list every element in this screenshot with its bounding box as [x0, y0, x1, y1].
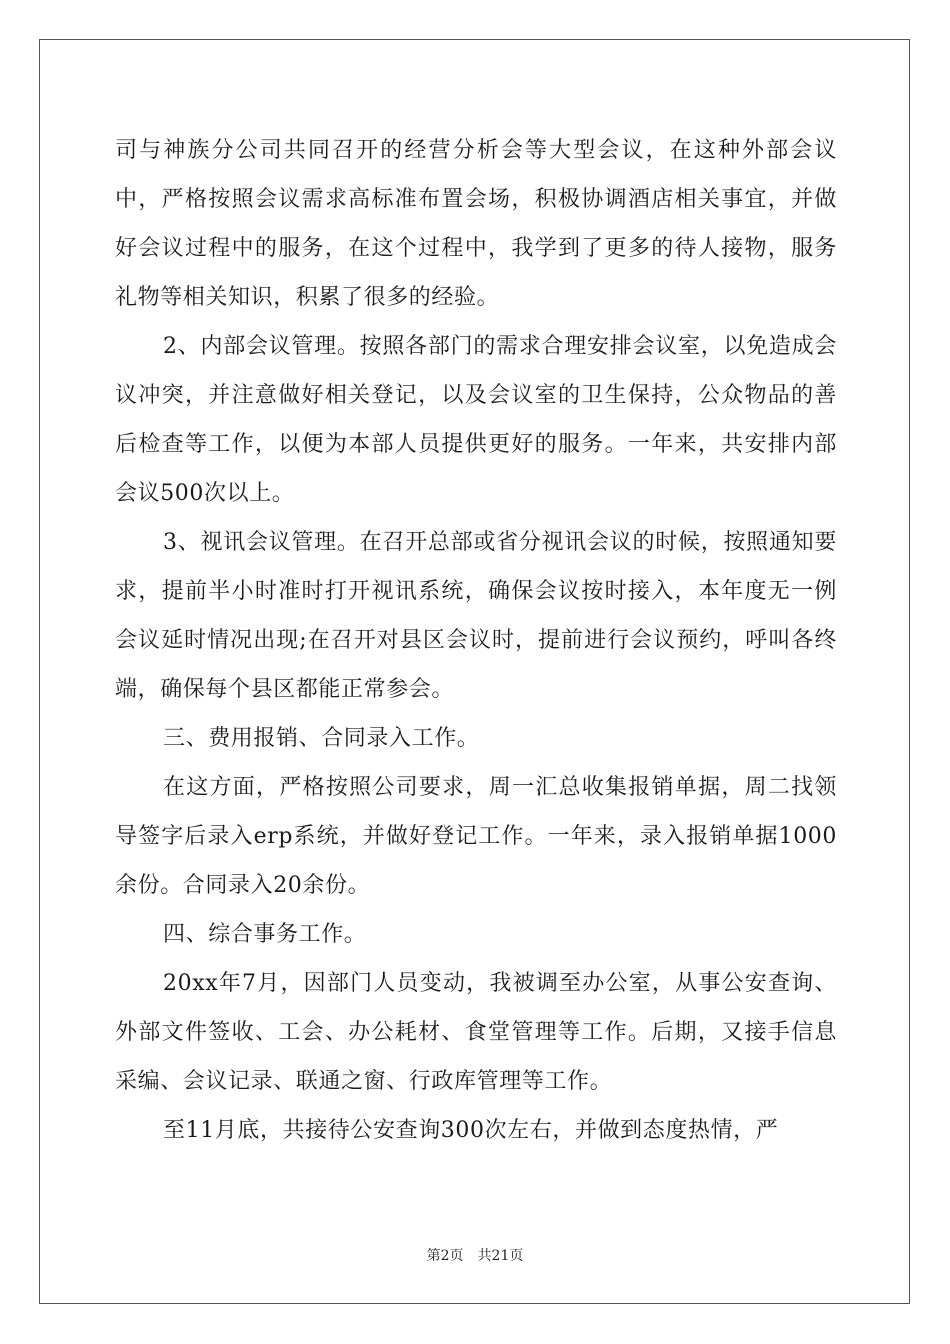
- section-heading-expenses: 三、费用报销、合同录入工作。: [163, 726, 480, 751]
- paragraph-8: 至11月底，共接待公安查询300次左右，并做到态度热情，严: [163, 1118, 779, 1143]
- page-footer: [0, 1245, 950, 1265]
- paragraph-3: 3、视讯会议管理。在召开总部或省分视讯会议的时候，按照通知要求，提前半小时准时打开视讯系统，确保会议按时接入，本年度无一例会议延时情况出现;在召开对县区会议时，提前进行会议预约，呼叫各终端，确保每个县区都能正常参会。: [115, 530, 837, 702]
- paragraph-7: 20xx年7月，因部门人员变动，我被调至办公室，从事公安查询、外部文件签收、工会、办公耗材、食堂管理等工作。后期，又接手信息采编、会议记录、联通之窗、行政库管理等工作。: [115, 971, 837, 1094]
- section-heading-general-affairs: 四、综合事务工作。: [163, 922, 367, 947]
- paragraph-1: 司与神族分公司共同召开的经营分析会等大型会议，在这种外部会议中，严格按照会议需求高标准布置会场，积极协调酒店相关事宜，并做好会议过程中的服务，在这个过程中，我学到了更多的待人接物，服务礼物等相关知识，积累了很多的经验。: [115, 138, 837, 310]
- paragraph-2: 2、内部会议管理。按照各部门的需求合理安排会议室，以免造成会议冲突，并注意做好相关登记，以及会议室的卫生保持，公众物品的善后检查等工作，以便为本部人员提供更好的服务。一年来，共安排内部会议500次以上。: [115, 334, 837, 506]
- page-number: 第2页: [426, 1248, 464, 1264]
- paragraph-5: 在这方面，严格按照公司要求，周一汇总收集报销单据，周二找领导签字后录入erp系统，并做好登记工作。一年来，录入报销单据1000余份。合同录入20余份。: [115, 775, 837, 898]
- page-total: 共21页: [477, 1248, 524, 1264]
- document-body: [115, 126, 837, 1155]
